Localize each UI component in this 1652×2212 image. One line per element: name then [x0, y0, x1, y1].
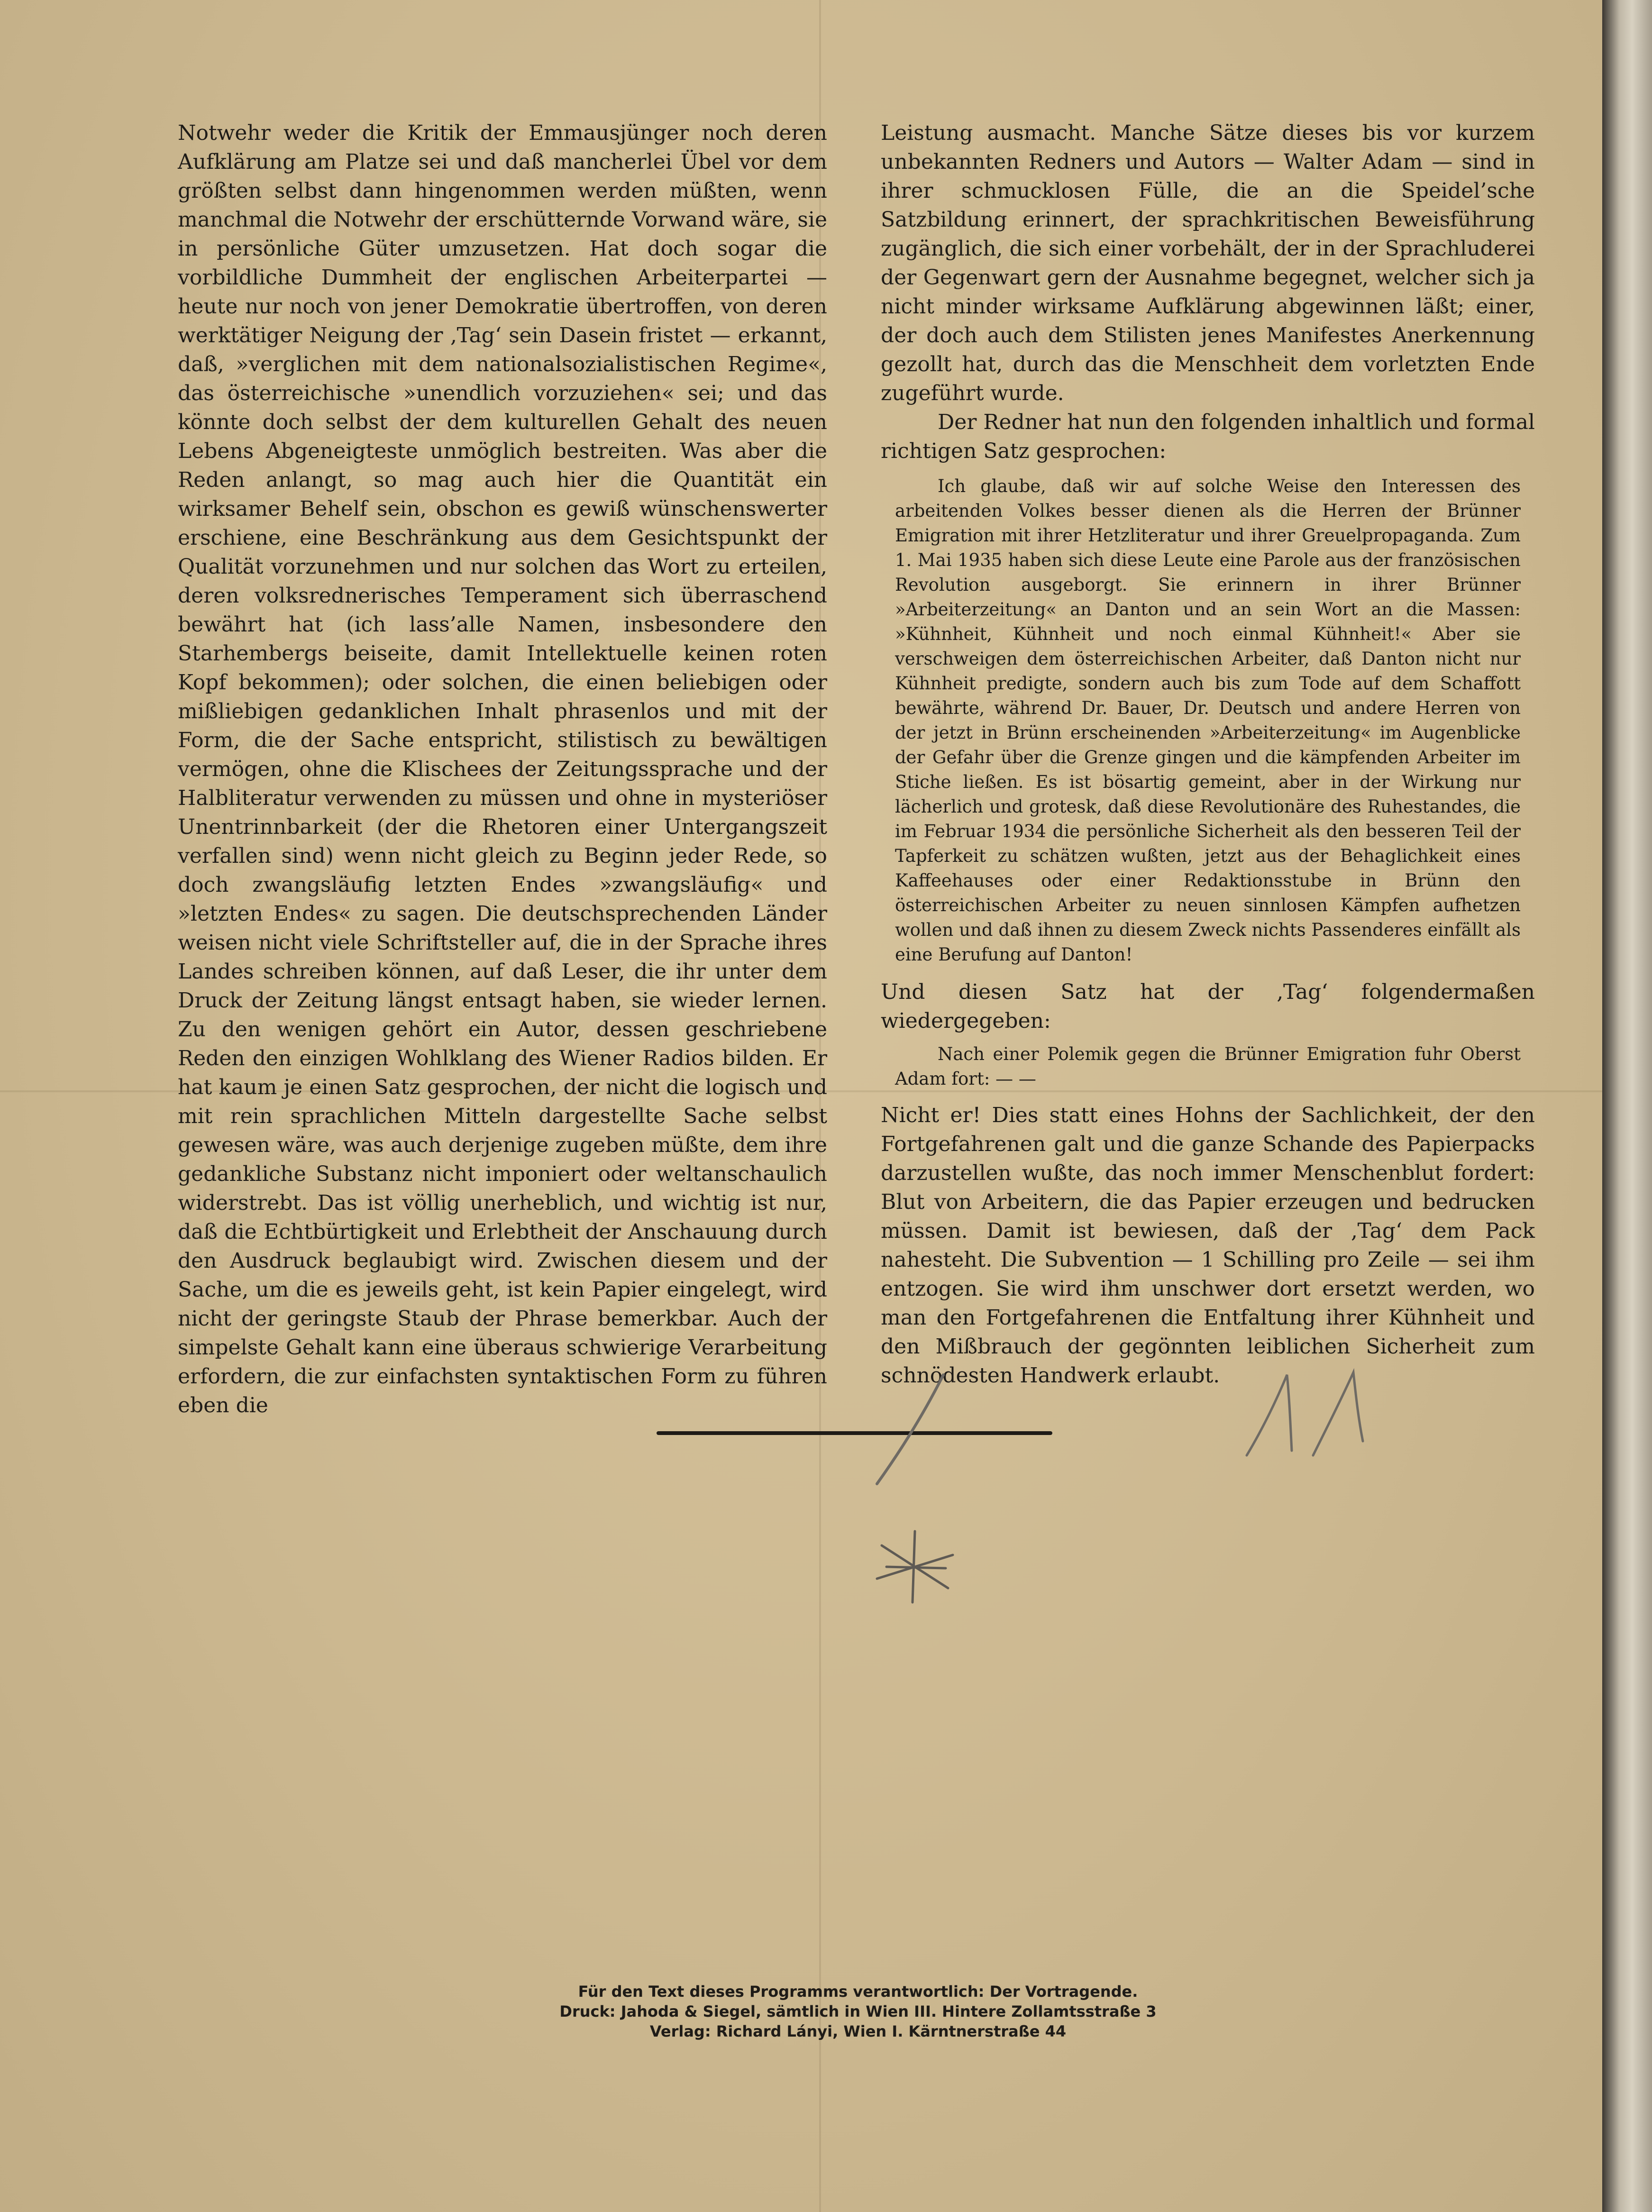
left-paragraph-1: Notwehr weder die Kritik der Emmausjünger noch deren Aufklärung am Platze sei und daß mancherlei Übel vor dem größten selbst dann hingenommen werden müßten, wenn manchmal die Notwehr der erschütternde Vorwand wäre, sie in persönliche Güter umzusetzen. Hat doch sogar die vorbildliche Dummheit der englischen Arbeiterpartei — heute nur noch von jener Demokratie übertroffen, von deren werktätiger Neigung der ‚Tag‘ sein Dasein fristet — erkannt, daß, »verglichen mit dem nationalsozialistischen Regime«, das österreichische »unendlich vorzuziehen« sei; und das könnte doch selbst der dem kulturellen Gehalt des neuen Lebens Abgeneigteste unmöglich bestreiten. Was aber die Reden anlangt, so mag auch hier die Quantität ein wirksamer Behelf sein, obschon es gewiß wünschenswerter erschiene, eine Beschränkung aus dem Gesichtspunkt der Qualität vorzunehmen und nur solchen das Wort zu erteilen, deren volksrednerisches Temperament sich überraschend bewährt hat (ich lass’alle Namen, insbesondere den Starhembergs beiseite, damit Intellektuelle keinen roten Kopf bekommen); oder solchen, die einen beliebigen oder mißliebigen gedanklichen Inhalt phrasenlos und mit der Form, die der Sache entspricht, stilistisch zu bewältigen vermögen, ohne die Klischees der Zeitungssprache und der Halbliteratur verwenden zu müssen und ohne in mysteriöser Unentrinnbarkeit (der die Rhetoren einer Untergangszeit verfallen sind) wenn nicht gleich zu Beginn jeder Rede, so doch zwangsläufig letzten Endes »zwangsläufig« und »letzten Endes« zu sagen. Die deutschsprechenden Länder weisen nicht viele Schriftsteller auf, die in der Sprache ihres Landes schreiben können, auf daß Leser, die ihr unter dem Druck der Zeitung längst entsagt haben, sie wieder lernen. Zu den wenigen gehört ein Autor, dessen geschriebene Reden den einzigen Wohlklang des Wiener Radios bilden. Er hat kaum je einen Satz gesprochen, der nicht die logisch und mit rein sprachlichen Mitteln dargestellte Sache selbst gewesen wäre, was auch derjenige zugeben müßte, dem ihre gedankliche Substanz nicht imponiert oder weltanschaulich widerstrebt. Das ist völlig unerheblich, und wichtig ist nur, daß die Echtbürtigkeit und Erlebtheit der Anschauung durch den Ausdruck beglaubigt wird. Zwischen diesem und der Sache, um die es jeweils geht, ist kein Papier eingelegt, wird nicht der geringste Staub der Phrase bemerkbar. Auch der simpelste Gehalt kann eine überaus schwierige Verarbeitung erfordern, die zur einfachsten syntaktischen Form zu führen eben die — [178, 121, 827, 1417]
block-quote-tag: Nach einer Polemik gegen die Brünner Emigration fuhr Oberst Adam fort: — — — [895, 1044, 1521, 1089]
section-rule — [657, 1431, 1052, 1435]
block-quote-speech: Ich glaube, daß wir auf solche Weise den Interessen des arbeitenden Volkes besser dienen als die Herren der Brünner Emigration mit ihrer Hetzliteratur und ihrer Greuelpropaganda. Zum 1. Mai 1935 haben sich diese Leute eine Parole aus der französischen Revolution ausgeborgt. Sie erinnern in ihrer Brünner »Arbeiterzeitung« an Danton und an sein Wort an die Massen: »Kühnheit, Kühnheit und noch einmal Kühnheit!« Aber sie verschweigen dem österreichischen Arbeiter, daß Danton nicht nur Kühnheit predigte, sondern auch bis zum Tode auf dem Schaffott bewährte, während Dr. Bauer, Dr. Deutsch und andere Herren von der jetzt in Brünn erscheinenden »Arbeiterzeitung« im Augenblicke der Gefahr über die Grenze gingen und die kämpfenden Arbeiter im Stiche ließen. Es ist bösartig gemeint, aber in der Wirkung nur lächerlich und grotesk, daß diese Revolutionäre des Ruhestandes, die im Februar 1934 die persönliche Sicherheit als den besseren Teil der Tapferkeit zu schätzen wußten, jetzt aus der Behaglichkeit eines Kaffeehauses oder einer Redaktionsstube in Brünn den österreichischen Arbeiter zu neuen sinnlosen Kämpfen aufhetzen wollen und daß ihnen zu diesem Zweck nichts Passenderes einfällt als eine Berufung auf Danton! — [895, 476, 1521, 965]
right-paragraph-4: Nicht er! Dies statt eines Hohns der Sachlichkeit, der den Fortgefahrenen galt und die ganze Schande des Papierpacks darzustellen wußte, das noch immer Menschenblut fordert: Blut von Arbeitern, die das Papier erzeugen und bedrucken müssen. Damit ist bewiesen, daß der ‚Tag‘ dem Pack nahesteht. Die Subvention — 1 Schilling pro Zeile — sei ihm entzogen. Sie wird ihm unschwer dort ersetzt werden, wo man den Fortgefahrenen die Entfaltung ihrer Kühnheit und den Mißbrauch der gegönnten leiblichen Sicherheit zum schnödesten Handwerk erlaubt. — [881, 1103, 1535, 1388]
imprint-line-1: Für den Text dieses Programms verantwortlich: Der Vortragende. — [578, 1983, 1138, 2001]
page-edge-strip — [1602, 0, 1652, 2212]
right-paragraph-2: Der Redner hat nun den folgenden inhaltlich und formal richtigen Satz gesprochen: — [881, 410, 1535, 463]
right-column — [881, 119, 1535, 1390]
pencil-slash-mark — [867, 1370, 953, 1489]
right-paragraph-3: Und diesen Satz hat der ‚Tag‘ folgendermaßen wiedergegeben: — [881, 980, 1535, 1033]
left-column — [178, 119, 827, 1420]
right-paragraph-1: Leistung ausmacht. Manche Sätze dieses bis vor kurzem unbekannten Redners und Autors — Walter Adam — sind in ihrer schmucklosen Fülle, die an die Speidel’sche Satzbildung erinnert, der sprachkritischen Beweisführung zugänglich, die sich einer vorbehält, der in der Sprachluderei der Gegenwart gern der Ausnahme begegnet, welcher sich ja nicht minder wirksame Aufklärung abgewinnen läßt; einer, der doch auch dem Stilisten jenes Manifestes Anerkennung gezollt hat, durch das die Menschheit dem vorletzten Ende zugeführt wurde. — [881, 121, 1535, 405]
imprint-line-3: Verlag: Richard Lányi, Wien I. Kärntnerstraße 44 — [649, 2022, 1067, 2040]
pencil-number-mark — [1242, 1365, 1384, 1460]
imprint-footer — [559, 1982, 1157, 2041]
pencil-asterisk-mark — [867, 1526, 962, 1607]
imprint-line-2: Druck: Jahoda & Siegel, sämtlich in Wien III. Hintere Zollamtsstraße 3 — [559, 2002, 1157, 2020]
